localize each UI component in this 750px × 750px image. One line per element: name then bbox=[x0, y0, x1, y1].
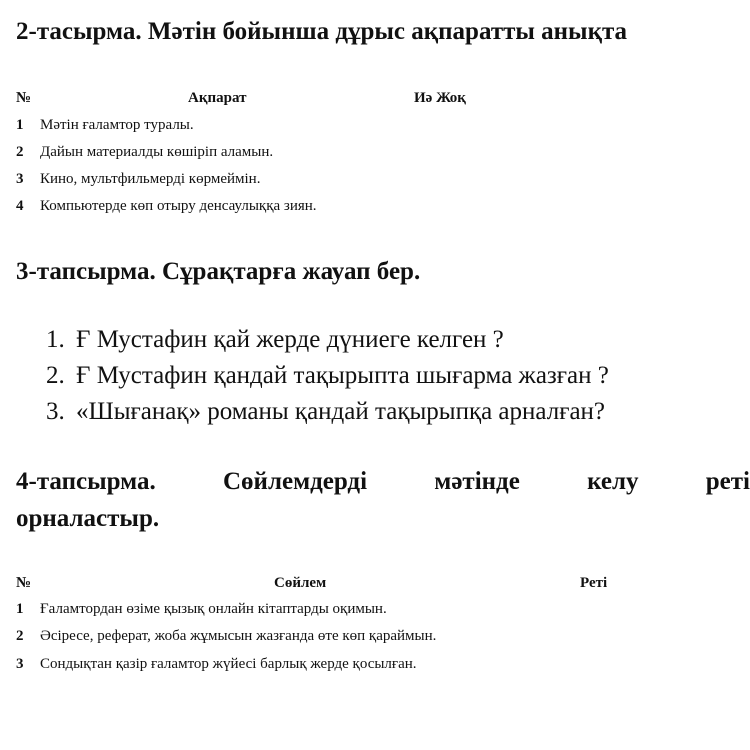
row-text: Сондықтан қазір ғаламтор жүйесі барлық жерде қосылған. bbox=[40, 656, 417, 672]
task2-header-yesno: Иә Жоқ bbox=[414, 90, 466, 106]
row-number: 1 bbox=[16, 117, 24, 133]
task2-row bbox=[16, 171, 260, 188]
row-text: Кино, мультфильмерді көрмеймін. bbox=[40, 171, 261, 187]
row-number: 2 bbox=[16, 628, 24, 644]
row-number: 3 bbox=[16, 656, 24, 672]
task2-row bbox=[16, 144, 273, 161]
task3-heading: 3-тапсырма. Сұрақтарға жауап бер. bbox=[16, 258, 421, 285]
question-item bbox=[46, 398, 605, 426]
task4-heading-word: реті bbox=[705, 468, 750, 495]
row-number: 4 bbox=[16, 198, 24, 214]
row-text: Ғаламтордан өзіме қызық онлайн кітаптарды оқимын. bbox=[40, 601, 387, 617]
task4-header-sentence: Сөйлем bbox=[274, 575, 327, 591]
task4-heading-word: келу bbox=[587, 468, 639, 495]
task4-header-num: № bbox=[16, 575, 32, 591]
task4-header-order: Реті bbox=[580, 575, 608, 591]
task4-heading-line1 bbox=[16, 468, 750, 496]
task4-row bbox=[16, 601, 387, 618]
row-text: Мәтін ғаламтор туралы. bbox=[40, 117, 194, 133]
task4-row bbox=[16, 628, 436, 645]
task4-row bbox=[16, 656, 417, 673]
question-item bbox=[46, 326, 504, 354]
question-text: Ғ Мустафин қай жерде дүниеге келген ? bbox=[76, 326, 504, 353]
question-number: 2. bbox=[46, 362, 65, 389]
row-number: 1 bbox=[16, 601, 24, 617]
question-text: Ғ Мустафин қандай тақырыпта шығарма жазған ? bbox=[76, 362, 609, 389]
task2-row bbox=[16, 198, 317, 215]
row-text: Әсіресе, реферат, жоба жұмысын жазғанда өте көп қараймын. bbox=[40, 628, 437, 644]
task4-heading-word: 4-тапсырма. bbox=[16, 468, 156, 495]
row-number: 2 bbox=[16, 144, 24, 160]
question-item bbox=[46, 362, 609, 390]
question-number: 3. bbox=[46, 398, 65, 425]
row-text: Дайын материалды көшіріп аламын. bbox=[40, 144, 274, 160]
task2-header-info: Ақпарат bbox=[188, 90, 247, 106]
question-text: «Шығанақ» романы қандай тақырыпқа арналған? bbox=[76, 398, 606, 425]
task4-heading-word: Сөйлемдерді bbox=[223, 468, 368, 495]
question-number: 1. bbox=[46, 326, 65, 353]
task2-row bbox=[16, 117, 194, 134]
task4-heading-word: мәтінде bbox=[434, 468, 520, 495]
task4-heading-line2: орналастыр. bbox=[16, 505, 160, 532]
row-text: Компьютерде көп отыру денсаулыққа зиян. bbox=[40, 198, 317, 214]
task2-heading: 2-тасырма. Мәтін бойынша дұрыс ақпаратты анықта bbox=[16, 18, 628, 45]
task2-header-num: № bbox=[16, 90, 32, 106]
row-number: 3 bbox=[16, 171, 24, 187]
